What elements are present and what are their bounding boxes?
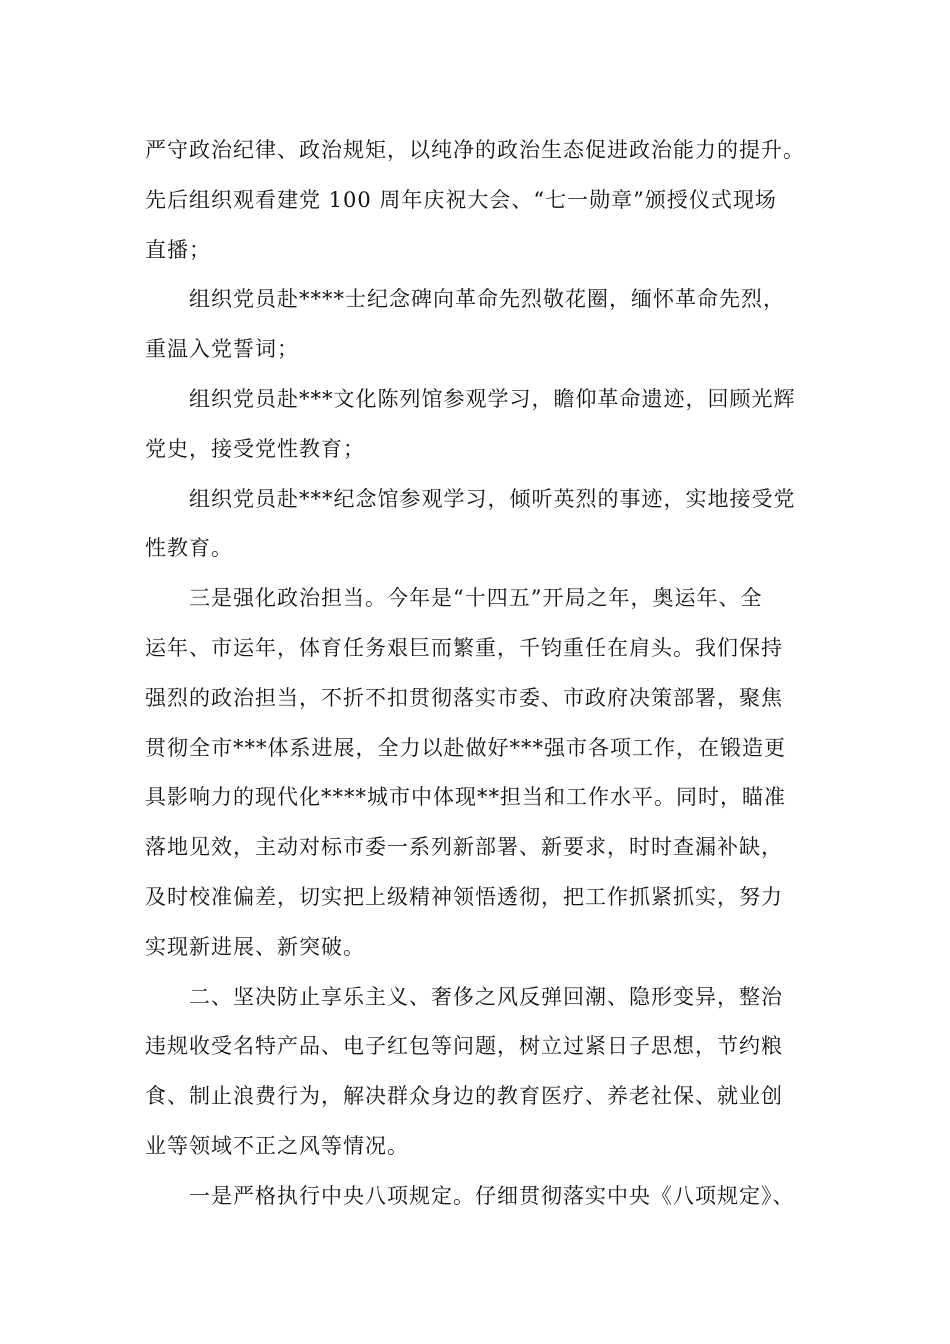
paragraph	[145, 275, 835, 375]
paragraph	[145, 375, 835, 475]
text-line: 运年、市运年，体育任务艰巨而繁重，千钧重任在肩头。我们保持	[145, 635, 783, 660]
paragraph	[145, 574, 835, 972]
text-line: 一是严格执行中央八项规定。仔细贯彻落实中央《八项规定》、	[189, 1183, 795, 1208]
text-line: 组织党员赴***文化陈列馆参观学习，瞻仰革命遗迹，回顾光辉	[189, 386, 796, 411]
text-line: 组织党员赴***纪念馆参观学习，倾听英烈的事迹，实地接受党	[189, 486, 796, 511]
text-line: 性教育。	[145, 536, 233, 561]
document-body	[145, 126, 835, 1222]
text-line: 落地见效，主动对标市委一系列新部署、新要求，时时查漏补缺，	[145, 835, 783, 860]
paragraph	[145, 1172, 835, 1222]
text-line: 贯彻全市***体系进展，全力以赴做好***强市各项工作，在锻造更	[145, 735, 786, 760]
text-line: 及时校准偏差，切实把上级精神领悟透彻，把工作抓紧抓实，努力	[145, 884, 783, 909]
text-line: 严守政治纪律、政治规矩，以纯净的政治生态促进政治能力的提升。	[145, 138, 805, 162]
text-line: 业等领域不正之风等情况。	[145, 1133, 409, 1158]
text-line: 党史，接受党性教育；	[145, 436, 365, 461]
text-line: 三是强化政治担当。今年是“十四五”开局之年，奥运年、全	[189, 586, 763, 611]
paragraph	[145, 475, 835, 575]
text-line: 违规收受名特产品、电子红包等问题，树立过紧日子思想，节约粮	[145, 1034, 783, 1059]
text-line: 具影响力的现代化****城市中体现**担当和工作水平。同时，瞄准	[145, 785, 786, 810]
text-line: 二、坚决防止享乐主义、奢侈之风反弹回潮、隐形变异，整治	[189, 984, 783, 1009]
text-line: 组织党员赴****士纪念碑向革命先烈敬花圈，缅怀革命先烈，	[189, 287, 785, 312]
paragraph	[145, 973, 835, 1172]
text-line: 实现新进展、新突破。	[145, 934, 365, 959]
text-line: 先后组织观看建党 100 周年庆祝大会、“七一勋章”颁授仪式现场	[145, 187, 777, 212]
text-line: 食、制止浪费行为，解决群众身边的教育医疗、养老社保、就业创	[145, 1084, 783, 1109]
text-line: 强烈的政治担当，不折不扣贯彻落实市委、市政府决策部署，聚焦	[145, 685, 783, 710]
text-line: 重温入党誓词；	[145, 337, 299, 362]
paragraph	[145, 126, 835, 275]
text-line: 直播；	[145, 237, 211, 262]
